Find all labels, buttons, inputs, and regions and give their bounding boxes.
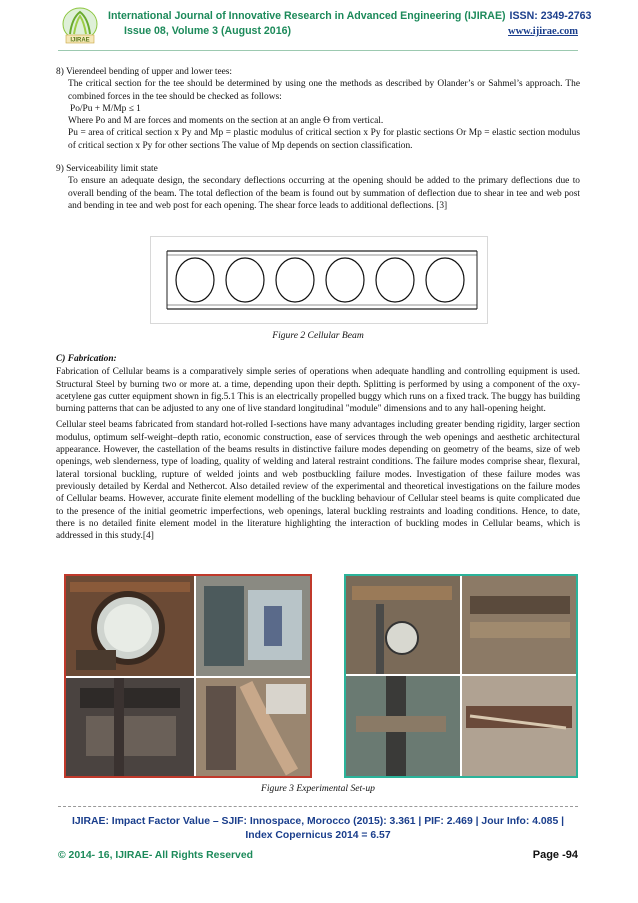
figure-2-caption: Figure 2 Cellular Beam xyxy=(272,330,364,341)
fabrication-para-2: Cellular steel beams fabricated from standard hot-rolled I-sections have many advantages including greater bending rigidity, larger section modulus, optimum self-weight–depth ratio, economic construction, ease of services through the web openings and aesthetic architectural appearance. However, the castellation of the beams results in distinctive failure modes depending on geometry of the beams, size of web openings, web slenderness, type of loading, quality of welding and lateral restraint conditions. The failure modes comprise shear, flexural, lateral torsional buckling, rupture of welded joints and web postbuckling failure modes. Investigation of these failure modes was previously detailed by Kerdal and Nethercot. Also detailed review of the experimental and theoretical investigations on the failure modes of Cellular beams. However, accurate finite element modelling of the buckling behaviour of Cellular steel beams is quite complicated due to the presence of the initial geometric imperfections, web openings, lateral buckling restraints and loading conditions. Hence, to date, there is no detailed finite element model in the literature highlighting the interaction of buckling modes in Cellular beams, which is addressed in this study.[4] xyxy=(56,420,580,542)
section-8-text-3: Pu = area of critical section x Py and Mp = plastic modulus of critical section x Py for plastic sections Or Mp = elastic section modulus of critical section x Py for other sections The value of Mp depends on section classification. xyxy=(68,128,580,151)
header-divider xyxy=(58,50,578,51)
figure-3-caption: Figure 3 Experimental Set-up xyxy=(261,783,375,794)
section-9-text: To ensure an adequate design, the secondary deflections occurring at the opening should be added to the primary deflections due to overall bending of the beam. The total deflection of the beam is found out by summation of deflection due to shear in tee and web post and bending in tee and web post for each opening. The shear force leads to additional deflections. [3] xyxy=(68,176,580,211)
section-8-heading: 8) Vierendeel bending of upper and lower tees: xyxy=(56,67,233,77)
journal-title-line xyxy=(108,10,591,22)
issue-info: Issue 08, Volume 3 (August 2016) xyxy=(124,25,292,37)
section-8-text-1: The critical section for the tee should be determined by using one the methods as described by Olander’s or Sahmel’s approach. The combined forces in the tee should be checked as follows: xyxy=(68,79,580,102)
footer-impact-factor: IJIRAE: Impact Factor Value – SJIF: Innospace, Morocco (2015): 3.361 | PIF: 2.469 | Jour Info: 4.085 | xyxy=(71,816,565,827)
fabrication-para-1: Fabrication of Cellular beams is a comparatively simple series of operations when adequate handling and controlling equipment is used. Structural Steel by burning two or more at. a time, depending upon their depth. Splitting is performed by using a component of the oxy-acetylene gas cutter equipment shown in fig.5.1 This is an electrically propelled buggy which runs on a fixed track. The buggy has building burning patterns that can be adjusted to any one of live standard longitudinal "module" dimensions and to any hall-opening height. xyxy=(56,367,580,415)
journal-title: International Journal of Innovative Research in Advanced Engineering (IJIRAE) xyxy=(108,10,506,22)
fabrication-heading: C) Fabrication: xyxy=(56,354,117,364)
section-8-formula: Po/Pu + M/Mp ≤ 1 xyxy=(70,103,141,114)
experimental-photo-right xyxy=(344,574,578,778)
section-9-heading: 9) Serviceability limit state xyxy=(56,164,158,174)
experimental-photo-left xyxy=(64,574,312,778)
cellular-beam-figure xyxy=(150,236,488,324)
section-8-text-2: Where Po and M are forces and moments on the section at an angle Ө from vertical. xyxy=(68,116,384,127)
journal-logo xyxy=(58,6,102,46)
footer-impact-info xyxy=(58,815,578,843)
copyright-notice: © 2014- 16, IJIRAE- All Rights Reserved xyxy=(58,850,253,861)
section-9 xyxy=(56,163,580,212)
journal-website-link[interactable]: www.ijirae.com xyxy=(508,26,578,37)
footer-index-copernicus: Index Copernicus 2014 = 6.57 xyxy=(245,830,391,841)
logo-text: IJIRAE xyxy=(70,37,90,44)
section-8 xyxy=(56,66,580,152)
issn: ISSN: 2349-2763 xyxy=(509,10,592,22)
fabrication-section xyxy=(56,353,580,542)
footer-divider xyxy=(58,806,578,807)
page-number: Page -94 xyxy=(532,849,578,861)
